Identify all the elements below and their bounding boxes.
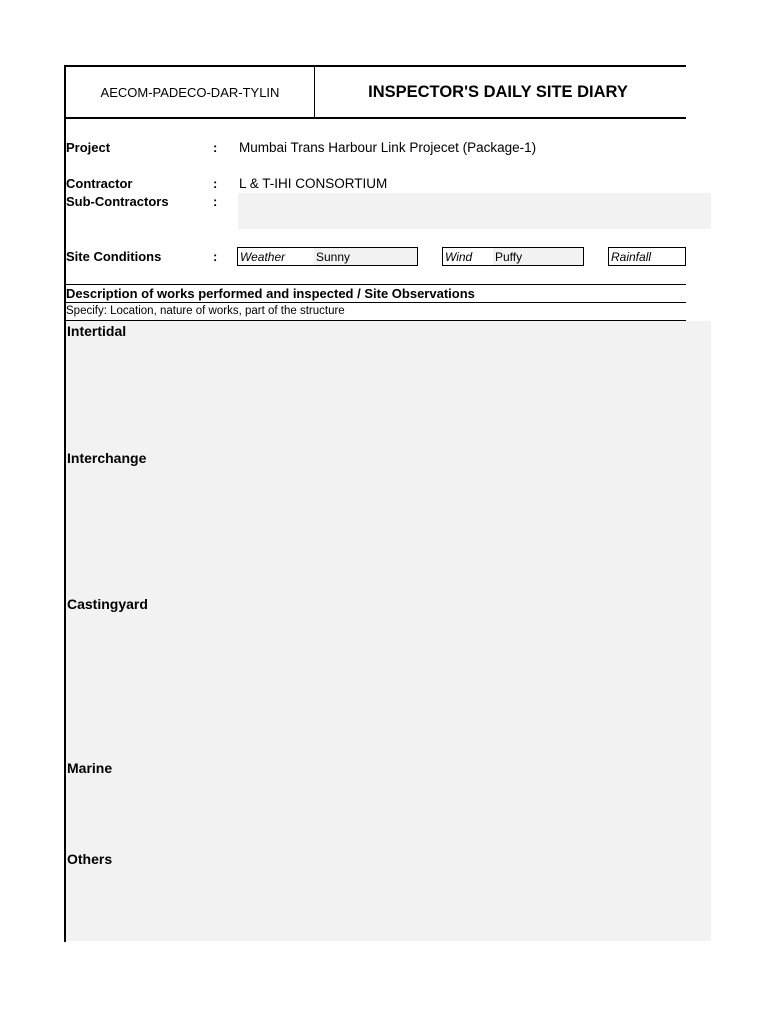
- wind-value[interactable]: Puffy: [493, 247, 584, 266]
- works-section-title: Description of works performed and inspected / Site Observations: [66, 286, 475, 301]
- area-label-interchange: Interchange: [67, 450, 147, 466]
- area-label-intertidal: Intertidal: [67, 323, 127, 339]
- wind-label: Wind: [442, 247, 494, 266]
- site-conditions-label: Site Conditions: [66, 249, 162, 264]
- works-title-line: [64, 302, 686, 303]
- works-top-line: [64, 284, 686, 285]
- contractor-value[interactable]: L & T-IHI CONSORTIUM: [239, 176, 388, 191]
- weather-value[interactable]: Sunny: [314, 247, 418, 266]
- contractor-label: Contractor: [66, 176, 133, 191]
- works-description-area[interactable]: [66, 321, 711, 941]
- site-conditions-colon: :: [213, 249, 218, 264]
- area-label-marine: Marine: [67, 760, 113, 776]
- area-label-others: Others: [67, 851, 113, 867]
- subcontractors-colon: :: [213, 194, 218, 209]
- document-title: INSPECTOR'S DAILY SITE DIARY: [368, 82, 628, 101]
- organization-name: AECOM-PADECO-DAR-TYLIN: [100, 84, 280, 100]
- project-label: Project: [66, 140, 111, 155]
- contractor-colon: :: [213, 176, 218, 191]
- area-label-castingyard: Castingyard: [67, 596, 148, 612]
- subcontractors-field[interactable]: [238, 193, 711, 229]
- project-colon: :: [213, 140, 218, 155]
- subcontractors-label: Sub-Contractors: [66, 194, 169, 209]
- weather-label: Weather: [237, 247, 315, 266]
- works-specify-note: Specify: Location, nature of works, part of the structure: [66, 305, 345, 317]
- project-value[interactable]: Mumbai Trans Harbour Link Projecet (Package-1): [239, 140, 537, 155]
- rainfall-label: Rainfall: [608, 247, 686, 266]
